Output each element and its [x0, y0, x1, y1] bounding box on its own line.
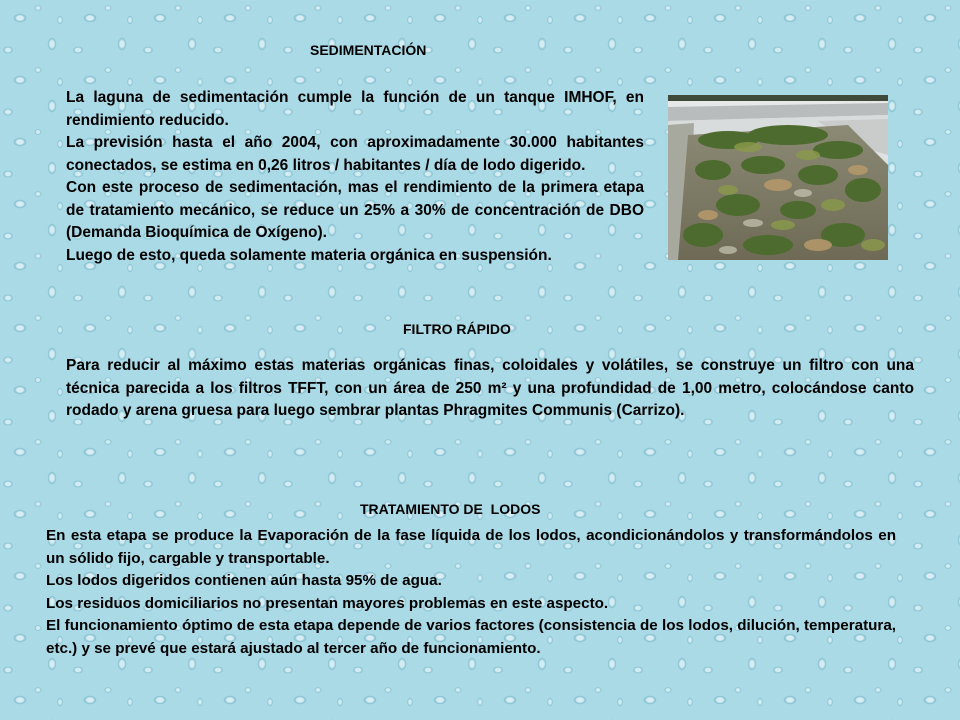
lodos-paragraph-2: Los lodos digeridos contienen aún hasta 95% de agua.	[46, 572, 442, 589]
sedimentation-lagoon-photo	[668, 95, 888, 260]
filtro-body	[66, 355, 914, 423]
sedimentacion-paragraph-2: La previsión hasta el año 2004, con aproximadamente 30.000 habitantes conectados, se estima en 0,26 litros / habitantes / día de lodo digerido.	[66, 134, 644, 174]
sedimentacion-paragraph-3: Con este proceso de sedimentación, mas el rendimiento de la primera etapa de tratamiento mecánico, se reduce un 25% a 30% de concentración de DBO (Demanda Bioquímica de Oxígeno).	[66, 179, 644, 241]
lodos-paragraph-1: En esta etapa se produce la Evaporación de la fase líquida de los lodos, acondicionándolos y transformándolos en un sólido fijo, cargable y transportable.	[46, 527, 896, 567]
lodos-paragraph-3: Los residuos domiciliarios no presentan mayores problemas en este aspecto.	[46, 594, 609, 612]
lodos-body	[46, 525, 896, 660]
lodos-title: TRATAMIENTO DE LODOS	[360, 501, 541, 517]
filtro-paragraph: Para reducir al máximo estas materias orgánicas finas, coloidales y volátiles, se construye un filtro con una técnica parecida a los filtros TFFT, con un área de 250 m² y una profundidad de 1,00 metro, colocándose canto rodado y arena gruesa para luego sembrar plantas Phragmites Communis (Carrizo).	[66, 357, 914, 419]
sedimentacion-title: SEDIMENTACIÓN	[310, 42, 427, 58]
filtro-title: FILTRO RÁPIDO	[403, 321, 511, 337]
lodos-paragraph-4: El funcionamiento óptimo de esta etapa depende de varios factores (consistencia de los lodos, dilución, temperatura, etc.) y se prevé que estará ajustado al tercer año de funcionamiento.	[46, 617, 896, 657]
sedimentacion-body	[66, 87, 644, 267]
sedimentacion-paragraph-4: Luego de esto, queda solamente materia orgánica en suspensión.	[66, 246, 552, 264]
sedimentacion-paragraph-1: La laguna de sedimentación cumple la función de un tanque IMHOF, en rendimiento reducido.	[66, 89, 644, 129]
